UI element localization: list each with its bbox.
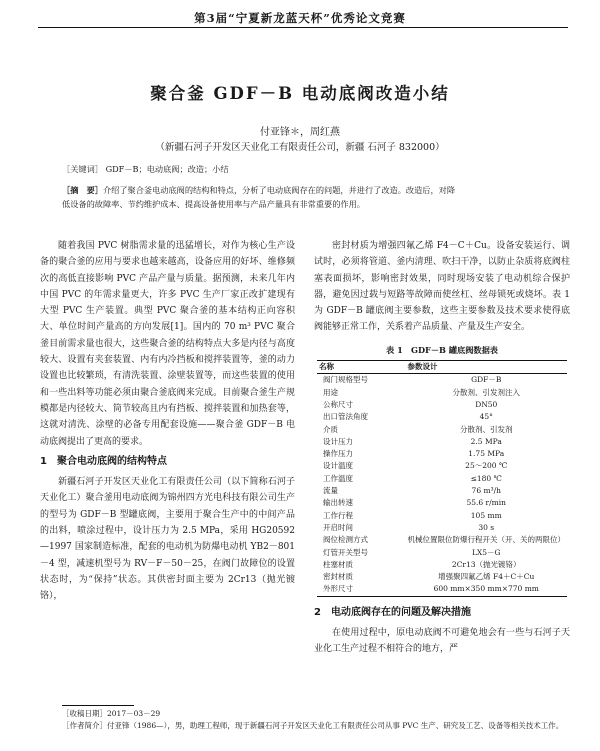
table-row [317,583,567,596]
table-row [317,374,567,387]
table-cell-value: GDF－B [471,375,502,385]
table-row [317,534,567,546]
table-cell-name: 流量 [323,486,338,496]
keywords [62,164,229,175]
table-header-param: 参数设计 [406,361,568,374]
table-cell-value: 2.5 MPa [470,436,502,446]
table-row [317,571,567,583]
table-cell-value: 分散剂、引发剂 [460,424,513,434]
table-cell-value: 增强聚四氟乙烯 F4＋C＋Cu [438,572,535,582]
header-rule [38,27,568,28]
table-cell-value: 2Cr13（抛光镀铬） [451,559,521,569]
table-row [317,485,567,497]
table-cell-name: 阀位检测方式 [323,535,368,545]
table-cell-value: 1.75 MPa [468,449,505,459]
journal-header: 第3届“宁夏新龙蓝天杯”优秀论文竞赛 [194,11,406,25]
table-cell-name: 柱塞材质 [323,559,353,569]
abstract-line-2: 低设备的故障率、节约维护成本、提高设备使用率与产品产量具有非常重要的作用。 [62,199,365,209]
table-cell-name: 外形尺寸 [317,583,406,596]
table-cell-value: DN50 [475,399,498,409]
table-cell-value: 25～200 ℃ [465,461,508,471]
table-cell-value: 机械位置限位防爆行程开关（开、关的两限位） [407,535,565,545]
table-cell-value: 55.6 r/min [466,498,507,508]
table-cell-name: 密封材质 [323,572,353,582]
section-1-paragraph: 新疆石河子开发区天业化工有限责任公司（以下简称石河子天业化工）聚合釜用电动底阀为锦州四方光电科技有限公司生产的型号为 GDF－B 型罐底阀，主要用于聚合生产中的中间产品的出料，喷涂过程中，设计压力为 2.5 MPa，采用 HG20592—1997 国家制造标准，配套的电动机为防爆电动机 YB2－801－4 型，减速机型号为 RV－F－50－25，在阀门故障位的设置状态时，为“保持”状态。其供密封面主要为 2Cr13（抛光镀铬）， [40,477,295,602]
footnote-author: ［作者简介］付亚锋（1986—），男，助理工程师，现于新疆石河子开发区天业化工有限责任公司从事 PVC 生产、研究及工艺、设备等相关技术工作。 [62,721,564,730]
table-cell-value: ≤180 ℃ [470,473,502,483]
section-1-heading: 1 聚合电动底阀的结构特点 [40,455,167,467]
table-caption: 表 1 GDF－B 罐底阀数据表 [386,344,498,355]
table-cell-name: 用途 [323,387,338,397]
right-column [314,238,570,658]
table-cell-value: 76 m³/h [471,486,501,496]
table-row [317,436,567,448]
footnotes [62,708,582,732]
section-2-paragraph: 在使用过程中，原电动底阀不可避免地会有一些与石河子天业化工生产过程不相符合的地方，严 [314,628,570,655]
table-row [317,510,567,522]
table-cell-value: 105 mm [470,510,502,520]
table-row [317,559,567,571]
table-row [317,448,567,460]
table-cell-name: 输出转速 [323,498,353,508]
table-cell-value: 600 mm×350 mm×770 mm [406,583,568,596]
table-cell-name: 灯管开关型号 [323,547,368,557]
table-cell-value: 30 s [478,522,495,532]
affiliation: （新疆石河子开发区天业化工有限责任公司，新疆 石河子 832000） [155,142,445,153]
table-cell-value: 45° [479,412,493,422]
abstract [62,183,542,211]
authors: 付亚锋＊，周红燕 [260,127,340,138]
keywords-label: ［关键词］ [62,164,103,174]
intro-paragraph: 随着我国 PVC 树脂需求量的迅猛增长，对作为核心生产设备的聚合釜的应用与要求也越来越高，设备应用的好坏、维修频次的高低直接影响 PVC 产品产量与质量。据预测，未来几年内中国 PVC 的年需求量更大，许多 PVC 生产厂家正改扩建现有大型 PVC 生产装置。典型 PVC 聚合釜的基本结构正向容积大、单位时间产量高的方向发展[1]。国内的 70 m³ PVC 聚合釜目前需求量也很大，这些聚合釜的结构特点大多是内径与高度较大、设置有夹套装置、内有内冷挡板和搅拌装置等，釜的动力设置也比较繁琐，有清洗装置、涂壁装置等，而这些装置的使用和一些出料等功能必须由聚合釜底阀来完成。目前聚合釜生产规模都是内径较大、筒节较高且内有挡板、搅拌装置和加热套等，这就对清洗、涂壁的必备专用配套设施——聚合釜 GDF－B 电动底阀提出了更高的要求。 [40,241,295,447]
table-row [317,387,567,399]
table-row [317,411,567,423]
table-cell-name: 介质 [323,424,338,434]
table-cell-name: 阀门规格型号 [323,375,368,385]
table-row [317,460,567,472]
table-cell-name: 设计压力 [323,436,353,446]
parameter-table [317,360,567,597]
keywords-text: GDF－B；电动底阀；改造；小结 [105,164,229,174]
table-header-name: 名称 [317,361,406,374]
table-cell-name: 操作压力 [323,449,353,459]
left-column [40,238,295,605]
table-row [317,473,567,485]
section-2-heading: 2 电动底阀存在的问题及解决措施 [314,606,471,618]
paper-title: 聚合釜 GDF－B 电动底阀改造小结 [150,84,450,103]
table-cell-value: 分散剂、引发剂注入 [452,387,520,397]
table-cell-value: LX5－G [471,547,501,557]
abstract-label: ［摘 要］ [62,185,103,195]
table-cell-name: 开启时间 [323,522,353,532]
table-cell-name: 出口管法角度 [323,412,368,422]
footnote-rule [62,705,134,706]
right-paragraph: 密封材质为增强四氟乙烯 F4－C＋Cu。设备安装运行、调试时，必须将管道、釜内清理、吹扫干净，以防止杂质将底阀柱塞表面损坏，影响密封效果，同时现场安装了电动机综合保护器，避免因过载与短路等故障而使丝杠、丝母锁死或烧坏。表 1 为 GDF－B 罐底阀主要参数，这些主要参数及技术要求使得底阀能够正常工作，关系着产品质量、产量及生产安全。 [314,241,570,333]
table-cell-name: 设计温度 [323,461,353,471]
table-row [317,497,567,509]
table-row [317,399,567,411]
abstract-line-1: 介绍了聚合釜电动底阀的结构和特点，分析了电动底阀存在的问题，并进行了改造。改造后，对降 [102,185,456,195]
table-row [317,522,567,534]
table-row [317,424,567,436]
table-cell-name: 工作温度 [323,473,353,483]
table-cell-name: 工作行程 [323,510,353,520]
table-cell-name: 公称尺寸 [323,399,353,409]
footnote-received: ［收稿日期］2017－03－29 [62,709,161,718]
table-row [317,547,567,559]
